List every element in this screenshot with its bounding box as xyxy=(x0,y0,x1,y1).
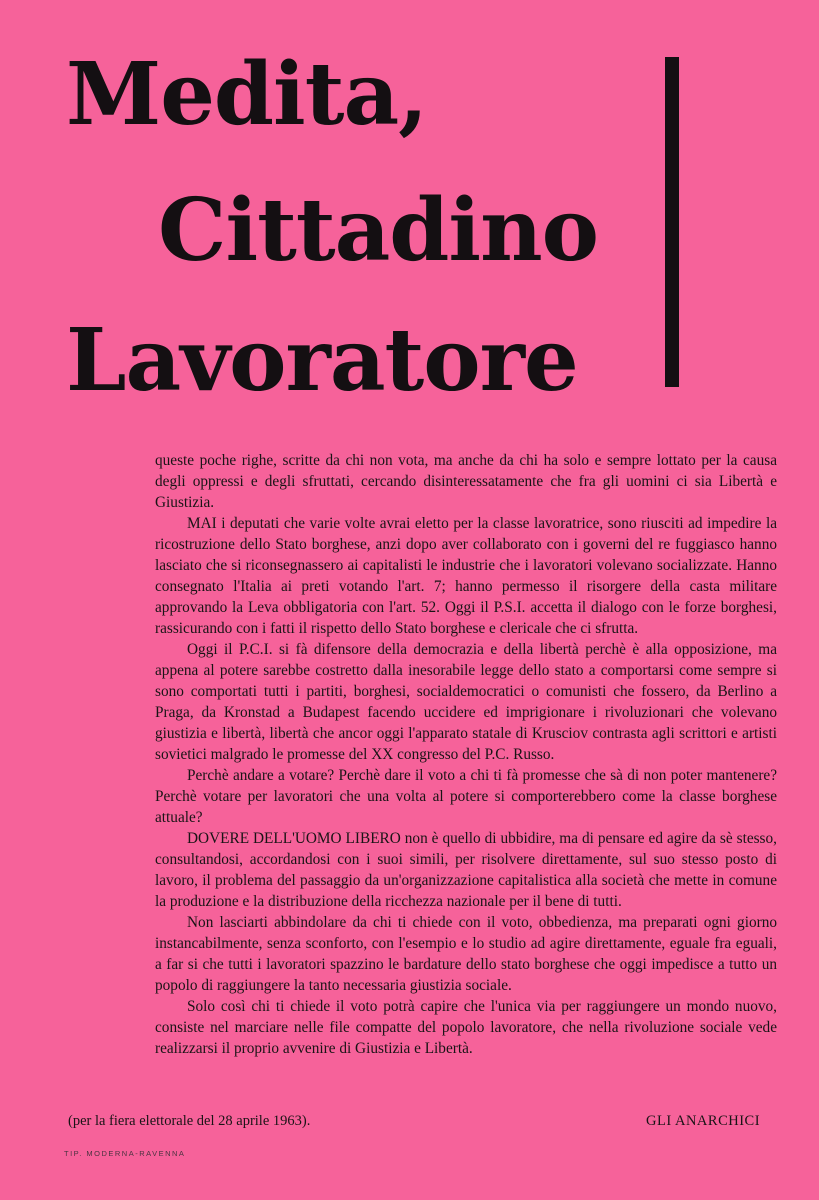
paragraph-6: Non lasciarti abbindolare da chi ti chiede con il voto, obbedienza, ma preparati ogni giorno instancabilmente, senza sconforto, con l'esempio e lo studio ad agire direttamente, eguale fra eguali, a far si che tutti i lavoratori spazzino le bardature dello stato borghese che oggi impedisce a tutto un popolo di raggiungere la tanto necessaria giustizia sociale. xyxy=(155,914,777,994)
title-line-3: Lavoratore xyxy=(66,310,578,411)
body-text xyxy=(155,450,777,1059)
title-line-1: Medita, xyxy=(66,44,428,145)
paragraph-5: DOVERE DELL'UOMO LIBERO non è quello di ubbidire, ma di pensare ed agire da sè stesso, consultandosi, accordandosi con i suoi simili, per risolvere direttamente, sul suo stesso posto di lavoro, il problema del passaggio da un'organizzazione capitalistica alla società che mette in comune la produzione e la distribuzione della ricchezza nazionale per il bene di tutti. xyxy=(155,830,777,910)
election-note: (per la fiera elettorale del 28 aprile 1963). xyxy=(68,1113,311,1129)
vertical-rule xyxy=(665,57,679,387)
paragraph-4: Perchè andare a votare? Perchè dare il voto a chi ti fà promesse che sà di non poter mantenere? Perchè votare per lavoratori che una volta al potere si comporterebbero come la classe borghese attuale? xyxy=(155,767,777,826)
printer-imprint: TIP. MODERNA-RAVENNA xyxy=(64,1149,186,1158)
paragraph-3: Oggi il P.C.I. si fà difensore della democrazia e della libertà perchè è alla opposizione, ma appena al potere sarebbe costretto dalla inesorabile legge dello stato a comportarsi come sempre si sono comportati tutti i partiti, borghesi, socialdemocratici o comunisti che fossero, da Berlino a Praga, da Kronstad a Budapest facendo uccidere ed imprigionare i rivoluzionari che volevano giustizia e libertà, libertà che ancor oggi l'apparato statale di Krusciov contrasta agli scrittori e artisti sovietici malgrado le promesse del XX congresso del P.C. Russo. xyxy=(155,641,777,763)
paragraph-1: queste poche righe, scritte da chi non vota, ma anche da chi ha solo e sempre lottato per la causa degli oppressi e degli sfruttati, cercando disinteressatamente che fra gli uomini ci sia Libertà e Giustizia. xyxy=(155,452,777,511)
paragraph-2: MAI i deputati che varie volte avrai eletto per la classe lavoratrice, sono riusciti ad impedire la ricostruzione dello Stato borghese, anzi dopo aver collaborato con i governi del re fuggiasco hanno lasciato che si riconsegnassero ai capitalisti le industrie che i lavoratori volevano socializzate. Hanno consegnato l'Italia ai preti votando l'art. 7; hanno permesso il risorgere della casta militare approvando la Leva obbligatoria con l'art. 52. Oggi il P.S.I. accetta il dialogo con le forze borghesi, rassicurando con i fatti il rispetto dello Stato borghese e clericale che ci sfrutta. xyxy=(155,515,777,637)
title-line-2: Cittadino xyxy=(158,180,598,281)
paragraph-7: Solo così chi ti chiede il voto potrà capire che l'unica via per raggiungere un mondo nuovo, consiste nel marciare nelle file compatte del popolo lavoratore, che nella rivoluzione sociale vede realizzarsi il proprio avvenire di Giustizia e Libertà. xyxy=(155,998,777,1057)
signature: GLI ANARCHICI xyxy=(646,1113,761,1129)
